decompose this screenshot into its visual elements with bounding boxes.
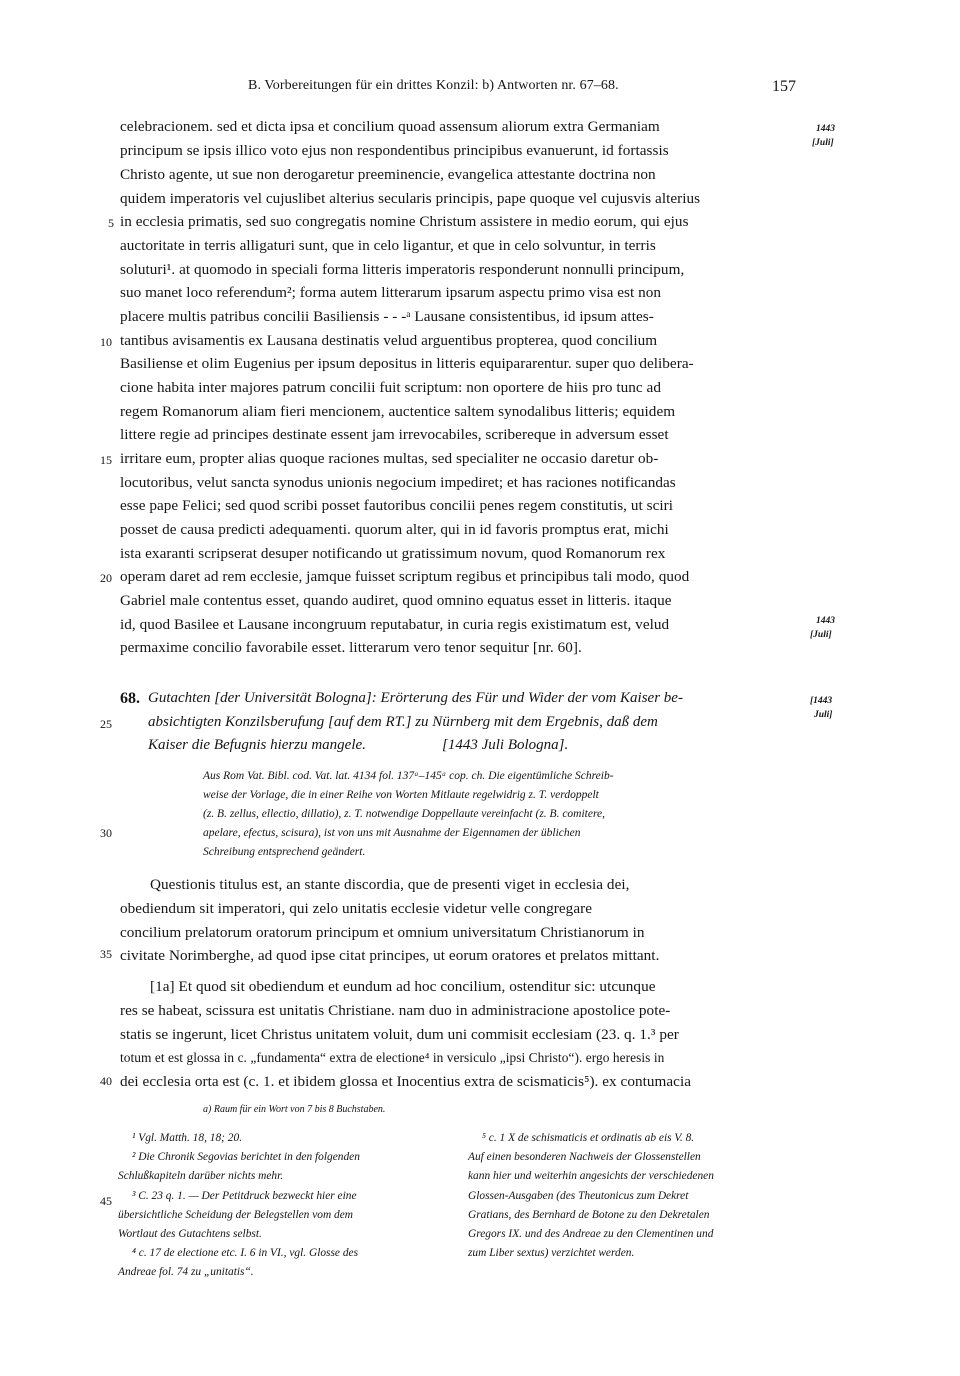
- document-title-line: Gutachten [der Universität Bologna]: Erörterung des Für und Wider der vom Kaiser be-: [148, 690, 683, 706]
- margin-note-date: 1443: [816, 124, 835, 134]
- body-line: dei ecclesia orta est (c. 1. et ibidem glossa et Inocentius extra de scismaticis⁵). ex contumacia: [120, 1073, 692, 1090]
- text-line: littere regie ad principes destinate essent jam irrevocabiles, scribereque in adversum esset: [120, 426, 669, 443]
- body-line: concilium prelatorum oratorum principum et omnium universitatum Christianorum in: [120, 924, 645, 941]
- body-line: Questionis titulus est, an stante discordia, que de presenti viget in ecclesia dei,: [150, 876, 630, 893]
- footnote-line: Auf einen besonderen Nachweis der Glossenstellen: [468, 1151, 701, 1163]
- body-line: statis se ingerunt, licet Christus unitatem voluit, dum uni commisit ecclesiam (23. q. 1.³ per: [120, 1026, 679, 1043]
- footnote-line: ¹ Vgl. Matth. 18, 18; 20.: [132, 1132, 243, 1144]
- footnote-line: zum Liber sextus) verzichtet werden.: [468, 1247, 635, 1259]
- text-line: soluturi¹. at quomodo in speciali forma litteris imperatoris responderunt nonnulli principum,: [120, 261, 685, 278]
- document-number: 68.: [120, 690, 140, 707]
- text-line: esse pape Felici; sed quod scribi posset fautoribus concilii penes regem constitutis, ut sciri: [120, 497, 674, 514]
- text-line: ista exaranti scripserat desuper notificando ut gratissimum novum, quod Romanorum rex: [120, 545, 666, 562]
- margin-note-date: [1443: [810, 696, 833, 706]
- source-note-line: Schreibung entsprechend geändert.: [203, 846, 366, 858]
- body-line: res se habeat, scissura est unitatis Christiane. nam duo in administracione apostolice pote-: [120, 1002, 671, 1019]
- footnote-line: kann hier und weiterhin angesichts der verschiedenen: [468, 1170, 714, 1182]
- text-line: quidem imperatoris vel cujuslibet alterius secularis principis, pape quoque vel cujusvis alterius: [120, 190, 701, 207]
- text-line: regem Romanorum aliam fieri mencionem, auctentice saltem synodalibus litteris; equidem: [120, 403, 676, 420]
- margin-note-month: [Juli]: [810, 630, 832, 640]
- margin-note-month: Juli]: [814, 710, 833, 720]
- running-header: B. Vorbereitungen für ein drittes Konzil: b) Antworten nr. 67–68.: [248, 78, 619, 93]
- footnote-line: ³ C. 23 q. 1. — Der Petitdruck bezweckt hier eine: [132, 1190, 357, 1202]
- text-line: Gabriel male contentus esset, quando audiret, quod omnino equatus esset in litteris. itaque: [120, 592, 672, 609]
- body-line: [1a] Et quod sit obediendum et eundum ad hoc concilium, ostenditur sic: utcunque: [150, 978, 656, 995]
- text-line: Basiliense et olim Eugenius per ipsum depositus in litteris equipararentur. super quo delibera-: [120, 355, 694, 372]
- text-line: Christo agente, ut sue non derogaretur preeminencie, evangelica attestante doctrina non: [120, 166, 656, 183]
- footnote-line: Andreae fol. 74 zu „unitatis“.: [118, 1266, 254, 1278]
- text-line: irritare eum, propter alias quoque raciones multas, sed specialiter ne occasio daretur ob-: [120, 450, 659, 467]
- source-note-line: Aus Rom Vat. Bibl. cod. Vat. lat. 4134 fol. 137ᵃ–145ᵃ cop. ch. Die eigentümliche Schreib-: [203, 770, 614, 782]
- body-line: totum et est glossa in c. „fundamenta“ extra de electione⁴ in versiculo „ipsi Christo“). ergo heresis in: [120, 1050, 665, 1065]
- line-number: 35: [100, 947, 112, 961]
- text-line: principum se ipsis illico voto ejus non respondentibus principibus evanuerunt, id fortassis: [120, 142, 669, 159]
- body-line: civitate Norimberghe, ad quod ipse citat principes, ut eorum oratores et prelatos mittant.: [120, 947, 660, 964]
- page-number: 157: [772, 78, 796, 95]
- text-line: celebracionem. sed et dicta ipsa et concilium quoad assensum aliorum extra Germaniam: [120, 118, 660, 135]
- document-title-line: absichtigten Konzilsberufung [auf dem RT.] zu Nürnberg mit dem Ergebnis, daß dem: [148, 714, 658, 730]
- line-number: 45: [100, 1194, 112, 1208]
- footnote-line: Glossen-Ausgaben (des Theutonicus zum Dekret: [468, 1190, 689, 1202]
- text-line: permaxime concilio favorabile esset. litterarum vero tenor sequitur [nr. 60].: [120, 639, 582, 656]
- text-line: auctoritate in terris alligaturi sunt, que in celo ligantur, et que in celo solvuntur, in terris: [120, 237, 656, 254]
- text-line: operam daret ad rem ecclesie, jamque fuisset scriptum regibus et principibus tali modo, quod: [120, 568, 690, 585]
- footnote-line: Wortlaut des Gutachtens selbst.: [118, 1228, 262, 1240]
- footnote-line: übersichtliche Scheidung der Belegstellen vom dem: [118, 1209, 354, 1221]
- line-number: 20: [100, 571, 112, 585]
- line-number: 5: [108, 216, 114, 230]
- source-note-line: (z. B. zellus, ellectio, dillatio), z. T. notwendige Doppellaute vereinfacht (z. B. comitere,: [203, 808, 605, 820]
- text-line: cione habita inter majores patrum concilii fuit scriptum: non oportere de hiis pro tunc ad: [120, 379, 661, 396]
- document-date: [1443 Juli Bologna].: [442, 737, 569, 753]
- footnote-line: ² Die Chronik Segovias berichtet in den folgenden: [132, 1151, 360, 1163]
- text-line: in ecclesia primatis, sed suo congregatis nomine Christum assistere in medio eorum, qui ejus: [120, 213, 689, 230]
- text-line: suo manet loco referendum²; forma autem litterarum ipsarum aspectu primo visa est non: [120, 284, 662, 301]
- footnote-line: Gratians, des Bernhard de Botone zu den Dekretalen: [468, 1209, 710, 1221]
- document-title-line: Kaiser die Befugnis hierzu mangele.: [148, 737, 366, 753]
- body-line: obediendum sit imperatori, qui zelo unitatis ecclesie videtur velle congregare: [120, 900, 593, 917]
- text-line: placere multis patribus concilii Basiliensis - - -ᵃ Lausane consistentibus, id ipsum attes-: [120, 308, 654, 325]
- source-note-line: apelare, efectus, scisura), ist von uns mit Ausnahme der Eigennamen der üblichen: [203, 827, 581, 839]
- footnote-line: ⁴ c. 17 de electione etc. I. 6 in VI., vgl. Glosse des: [132, 1247, 359, 1259]
- line-number: 30: [100, 826, 112, 840]
- text-line: locutoribus, velut sancta synodus unionis negocium impediret; et has raciones notificandas: [120, 474, 676, 491]
- line-number: 15: [100, 453, 112, 467]
- footnote-line: ⁵ c. 1 X de schismaticis et ordinatis ab eis V. 8.: [482, 1132, 695, 1144]
- text-line: id, quod Basilee et Lausane incongruum reputabatur, in curia regis existimatum est, velud: [120, 616, 670, 633]
- apparatus-note: a) Raum für ein Wort von 7 bis 8 Buchstaben.: [203, 1104, 386, 1115]
- text-line: tantibus avisamentis ex Lausana destinatis velud arguentibus propterea, quod concilium: [120, 332, 658, 349]
- margin-note-date: 1443: [816, 616, 835, 626]
- line-number: 10: [100, 335, 112, 349]
- margin-note-month: [Juli]: [812, 138, 834, 148]
- footnote-line: Schlußkapiteln darüber nichts mehr.: [118, 1170, 284, 1182]
- line-number: 25: [100, 717, 112, 731]
- footnote-line: Gregors IX. und des Andreae zu den Clementinen und: [468, 1228, 714, 1240]
- line-number: 40: [100, 1074, 112, 1088]
- text-line: posset de causa predicti adequamenti. quorum alter, qui in id favoris promptus erat, michi: [120, 521, 669, 538]
- source-note-line: weise der Vorlage, die in einer Reihe von Worten Mitlaute regelwidrig z. T. verdoppelt: [203, 789, 599, 801]
